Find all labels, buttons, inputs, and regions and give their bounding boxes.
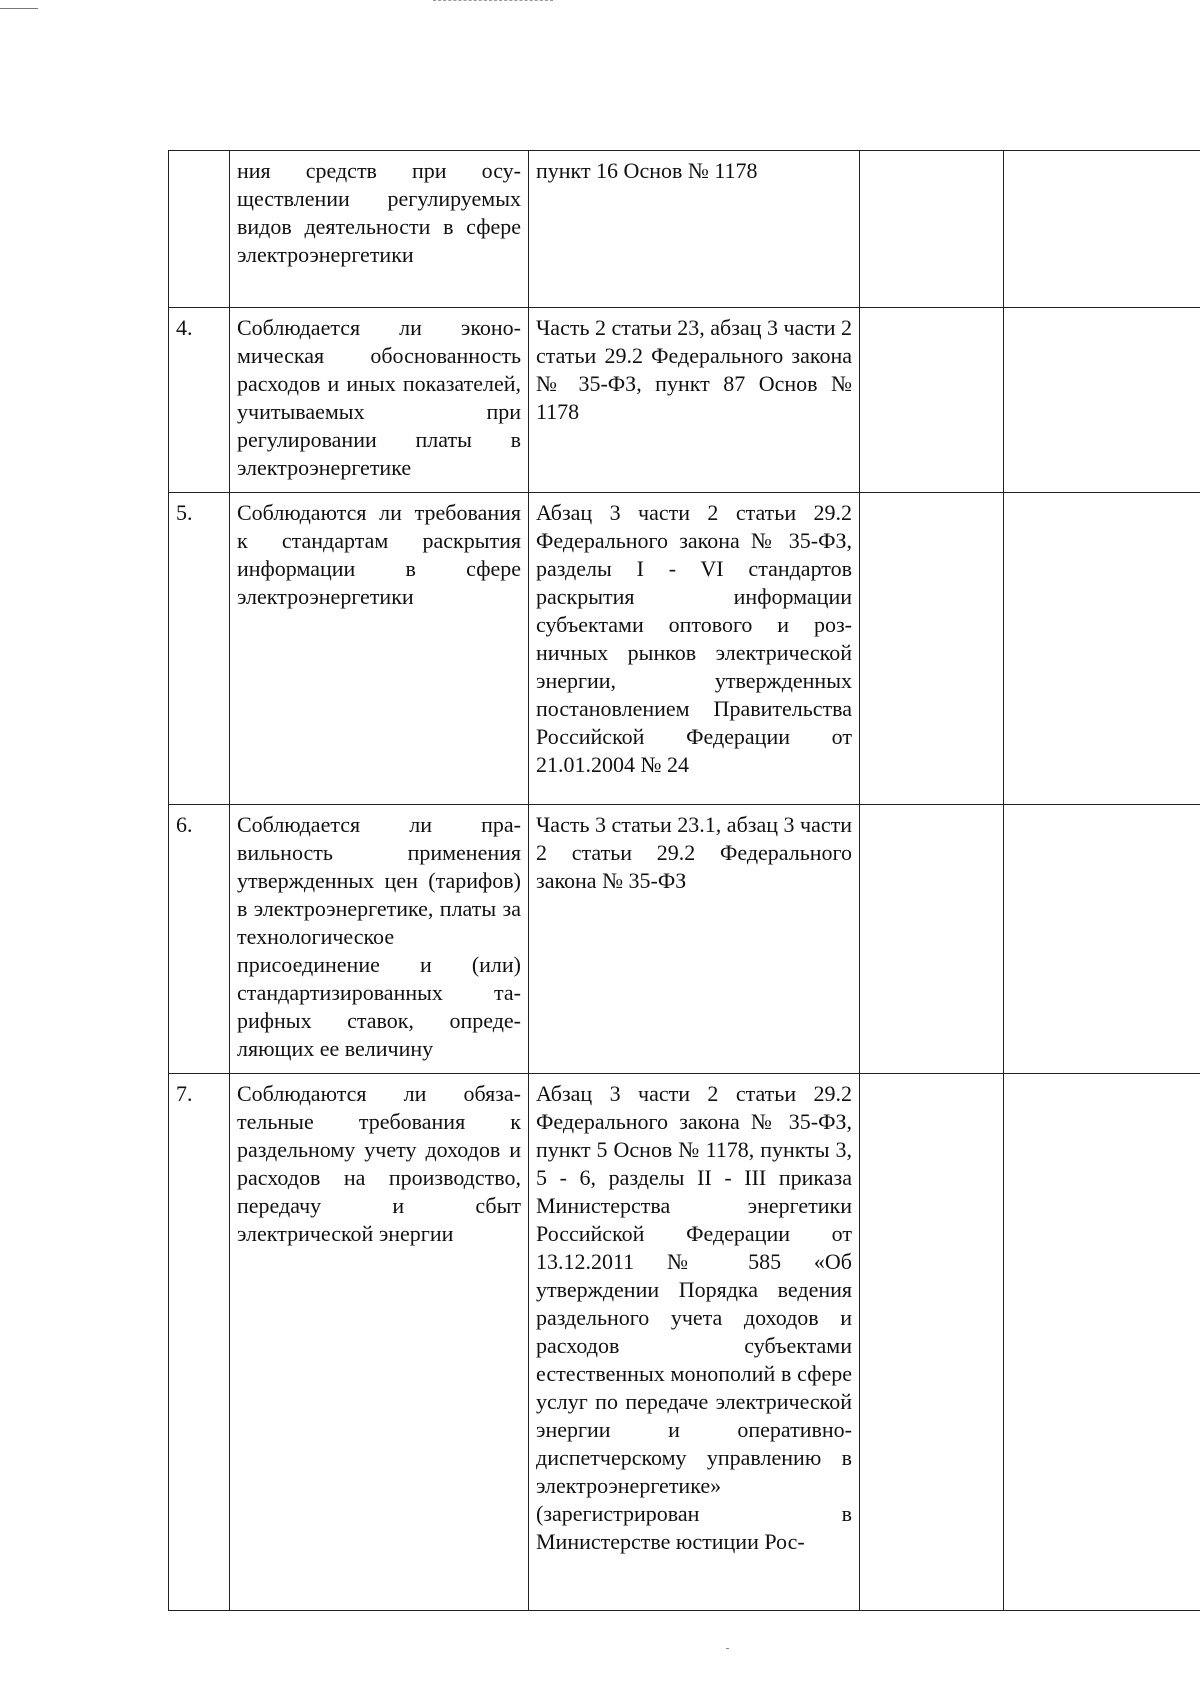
- table-row: [169, 308, 1200, 493]
- note-cell: [1004, 805, 1200, 1074]
- reference-text: Абзац 3 части 2 статьи 29.2 Федерального закона № 35-ФЗ, разделы I - VI стандартов раскрытия информации субъектами оптового и розничных рынков электрической энергии, утвержденных постановлением Правительства Российской Федерации от 21.01.2004 № 24: [536, 500, 852, 777]
- answer-cell: [860, 151, 1004, 308]
- question-text: Соблюдается ли экономическая обоснованность расходов и иных показателей, учитываемых при регулировании платы в электроэнергетике: [237, 315, 521, 480]
- scan-edge-mark: [0, 8, 38, 9]
- reference-cell: [529, 805, 860, 1074]
- question-text: ния средств при осуществлении регулируемых видов деятельности в сфере электроэнергетики: [237, 158, 521, 267]
- answer-cell: [860, 1074, 1004, 1611]
- reference-text: Часть 2 статьи 23, абзац 3 части 2 статьи 29.2 Федерального закона № 35-ФЗ, пункт 87 Основ № 1178: [536, 315, 852, 424]
- reference-text: пункт 16 Основ № 1178: [536, 158, 758, 183]
- answer-cell: [860, 805, 1004, 1074]
- table-row: [169, 805, 1200, 1074]
- table-row: [169, 493, 1200, 805]
- answer-cell: [860, 308, 1004, 493]
- scan-speck: [726, 1648, 729, 1649]
- question-cell: [230, 493, 529, 805]
- checklist-table: [168, 150, 1200, 1611]
- row-number-cell: 6.: [169, 805, 230, 1074]
- reference-cell: [529, 1074, 860, 1611]
- note-cell: [1004, 308, 1200, 493]
- reference-cell: [529, 308, 860, 493]
- table-row: [169, 151, 1200, 308]
- scan-top-mark: [433, 0, 553, 3]
- question-cell: [230, 1074, 529, 1611]
- question-text: Соблюдаются ли обязательные требования к раздельному учету доходов и расходов на производство, передачу и сбыт электрической энергии: [237, 1081, 521, 1246]
- note-cell: [1004, 1074, 1200, 1611]
- note-cell: [1004, 493, 1200, 805]
- answer-cell: [860, 493, 1004, 805]
- reference-text: Абзац 3 части 2 статьи 29.2 Федерального закона № 35-ФЗ, пункт 5 Основ № 1178, пункты 3, 5 - 6, разделы II - III приказа Министерства энергетики Российской Федерации от 13.12.2011 № 585 «Об утверждении Порядка ведения раздельного учета доходов и расходов субъектами естественных монополий в сфере услуг по передаче электрической энергии и оперативно-диспетчерскому управлению в электроэнергетике» (зарегистрирован в Министерстве юстиции Рос-: [536, 1081, 852, 1554]
- reference-cell: [529, 151, 860, 308]
- question-cell: [230, 151, 529, 308]
- question-text: Соблюдаются ли требования к стандартам раскрытия информации в сфере электроэнергетики: [237, 500, 521, 609]
- reference-text: Часть 3 статьи 23.1, абзац 3 части 2 статьи 29.2 Федерального закона № 35-ФЗ: [536, 812, 852, 893]
- row-number-cell: 7.: [169, 1074, 230, 1611]
- question-text: Соблюдается ли правильность применения утвержденных цен (тарифов) в электроэнергетике, платы за технологическое присоединение и (или) стандартизированных тарифных ставок, определяющих ее величину: [237, 812, 521, 1061]
- reference-cell: [529, 493, 860, 805]
- question-cell: [230, 805, 529, 1074]
- question-cell: [230, 308, 529, 493]
- row-number-cell: 4.: [169, 308, 230, 493]
- row-number-cell: 5.: [169, 493, 230, 805]
- row-number-cell: [169, 151, 230, 308]
- note-cell: [1004, 151, 1200, 308]
- table-row: [169, 1074, 1200, 1611]
